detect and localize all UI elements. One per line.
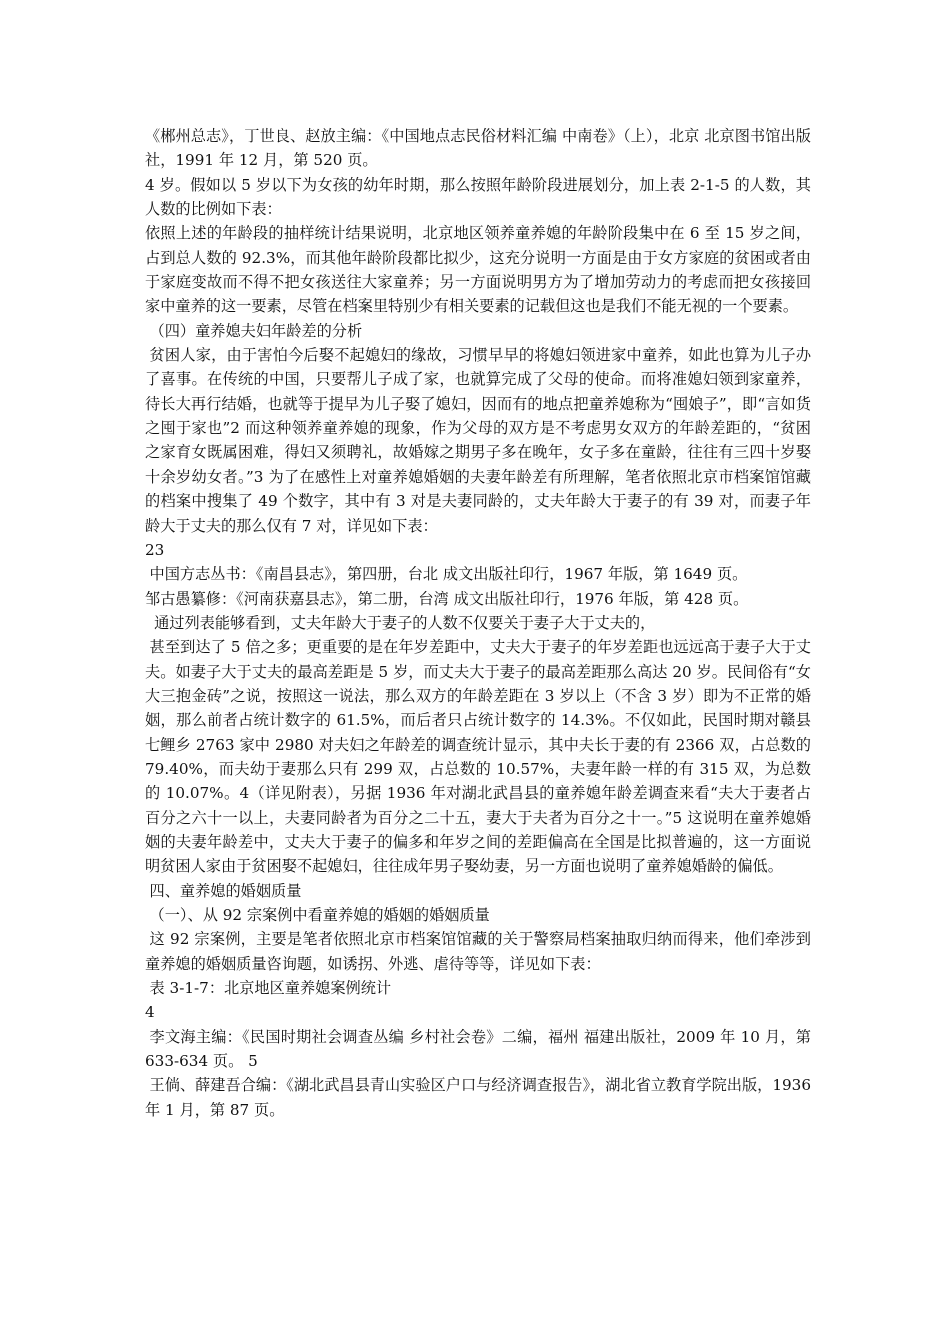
- footnote-nanchang: 中国方志丛书：《南昌县志》，第四册，台北 成文出版社印行，1967 年版，第 1649 页。: [149, 565, 748, 584]
- document-body: [145, 124, 811, 1122]
- footnote-wang-xue: 王倘、薛建吾合编：《湖北武昌县青山实验区户口与经济调查报告》，湖北省立教育学院出版，1936 年 1 月，第 87 页。: [145, 1076, 811, 1119]
- footnote-markers-23: 23: [145, 540, 165, 559]
- footnote-huojia: 邹古愚纂修：《河南获嘉县志》，第二册，台湾 成文出版社印行，1976 年版，第 428 页。: [145, 589, 749, 608]
- footnote-li-wenhai: 李文海主编：《民国时期社会调查丛编 乡村社会卷》二编，福州 福建出版社，2009 年 10 月，第 633-634 页。 5: [145, 1027, 811, 1071]
- paragraph-age-intro: 4 岁。假如以 5 岁以下为女孩的幼年时期，那么按照年龄阶段进展划分，加上表 2-1-5 的人数，其人数的比例如下表：: [145, 175, 811, 219]
- section-heading-age-gap: （四）童养媳夫妇年龄差的分析: [149, 321, 363, 340]
- paragraph-age-gap-statistics: 甚至到达了 5 倍之多；更重要的是在年岁差距中，丈夫大于妻子的年岁差距也远远高于妻子大于丈夫。如妻子大于丈夫的最高差距是 5 岁，而丈夫大于妻子的最高差距那么高达 20 岁。民间俗有“女大三抱金砖”之说，按照这一说法，那么双方的年龄差距在 3 岁以上（不含 3 岁）即为不正常的婚姻，那么前者占统计数字的 61.5%，而后者只占统计数字的 14.3%。不仅如此，民国时期对赣县七鲤乡 2763 家中 2980 对夫妇之年龄差的调查统计显示，其中夫长于妻的有 2366 双，占总数的 79.40%，而夫幼于妻那么只有 299 双，占总数的 10.57%，夫妻年龄一样的有 315 双，为总数的 10.07%。4（详见附表），另据 1936 年对湖北武昌县的童养媳年龄差调查来看“夫大于妻者占百分之六十一以上，夫妻同龄者为百分之二十五，妻大于夫者为百分之十一。”5 这说明在童养媳婚姻的夫妻年龄差中，丈夫大于妻子的偏多和年岁之间的差距偏高在全国是比拟普遍的，这一方面说明贫困人家由于贫困娶不起媳妇，往往成年男子娶幼妻，另一方面也说明了童养媳婚龄的偏低。: [145, 638, 811, 876]
- paragraph-age-analysis: 依照上述的年龄段的抽样统计结果说明，北京地区领养童养媳的年龄阶段集中在 6 至 15 岁之间，占到总人数的 92.3%，而其他年龄阶段都比拟少，这充分说明一方面是由于女方家庭的贫困或者由于家庭变故而不得不把女孩送往大家童养；另一方面说明男方为了增加劳动力的考虑而把女孩接回家中童养的这一要素，尽管在档案里特别少有相关要素的记载但这也是我们不能无视的一个要素。: [145, 224, 811, 316]
- section-heading-marriage-quality: 四、童养媳的婚姻质量: [149, 881, 302, 900]
- footnote-marker-4: 4: [145, 1003, 155, 1022]
- subsection-heading-92-cases: （一）、从 92 宗案例中看童养媳的婚姻的婚姻质量: [149, 906, 490, 924]
- footnote-source-chenzhou: 《郴州总志》，丁世良、赵放主编：《中国地点志民俗材料汇编 中南卷》（上），北京 北京图书馆出版社，1991 年 12 月，第 520 页。: [145, 127, 811, 170]
- table-caption: 表 3-1-7：北京地区童养媳案例统计: [149, 979, 392, 998]
- paragraph-92-cases: 这 92 宗案例，主要是笔者依照北京市档案馆馆藏的关于警察局档案抽取归纳而得来，他们牵涉到童养媳的婚姻质量咨询题，如诱拐、外逃、虐待等等，详见如下表：: [145, 930, 811, 973]
- paragraph-table-observation: 通过列表能够看到，丈夫年龄大于妻子的人数不仅要关于妻子大于丈夫的，: [154, 613, 656, 632]
- paragraph-poor-families: 贫困人家，由于害怕今后娶不起媳妇的缘故，习惯早早的将媳妇领进家中童养，如此也算为儿子办了喜事。在传统的中国，只要帮儿子成了家，也就算完成了父母的使命。而将准媳妇领到家童养，待长大再行结婚，也就等于提早为儿子娶了媳妇，因而有的地点把童养媳称为“囤娘子”，即“言如货之囤于家也”2 而这种领养童养媳的现象，作为父母的双方是不考虑男女双方的年龄差距的，“贫困之家育女既属困难，得妇又须聘礼，故婚嫁之期男子多在晚年，女子多在童龄，往往有三四十岁娶十余岁幼女者。”3 为了在感性上对童养媳婚姻的夫妻年龄差有所理解，笔者依照北京市档案馆馆藏的档案中搜集了 49 个数字，其中有 3 对是夫妻同龄的，丈夫年龄大于妻子的有 39 对，而妻子年龄大于丈夫的那么仅有 7 对，详见如下表：: [145, 346, 811, 535]
